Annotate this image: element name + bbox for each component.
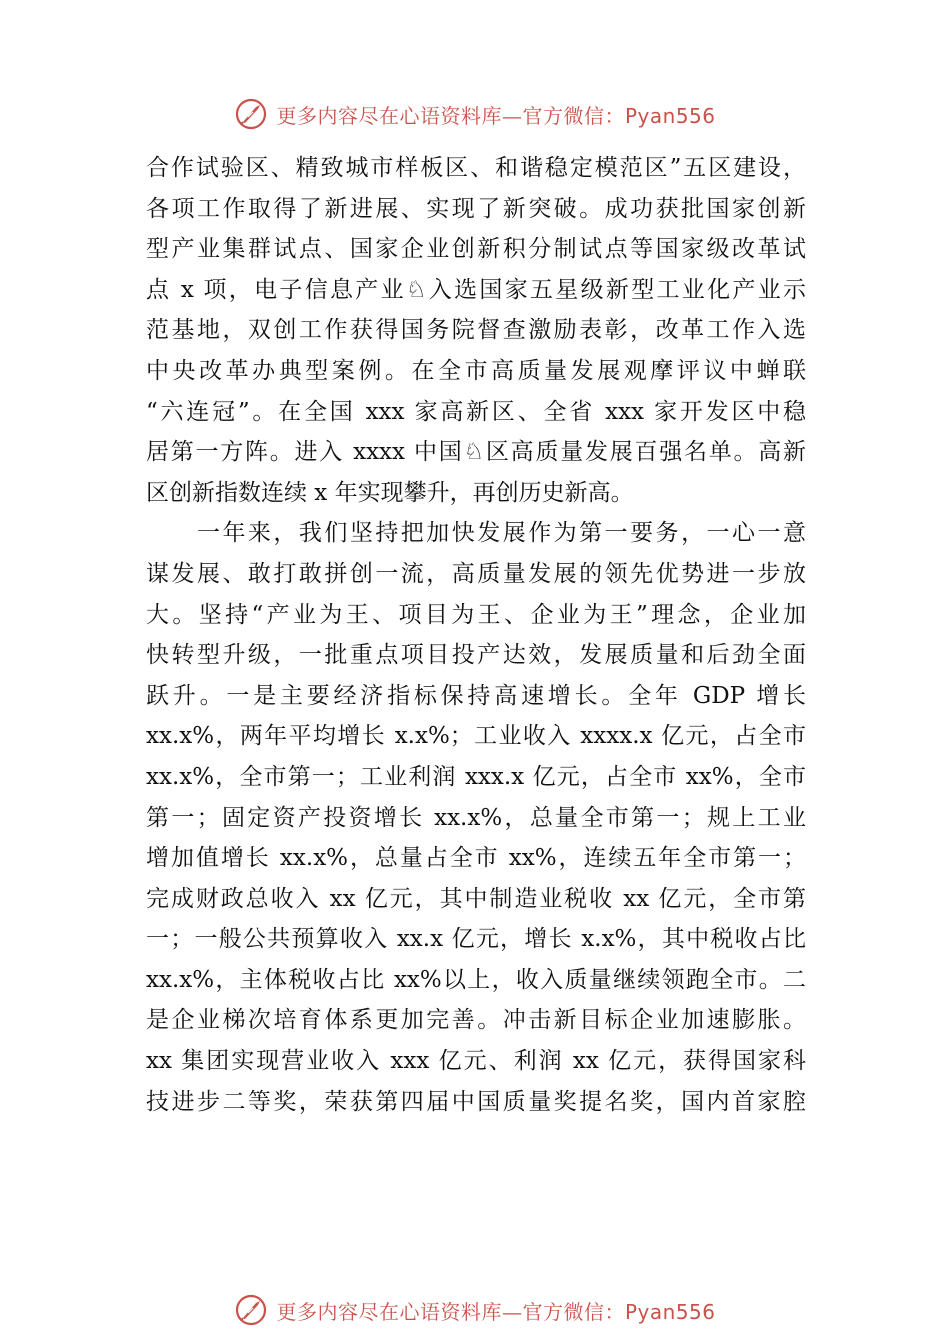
quill-logo-icon — [234, 1293, 268, 1327]
text-line: 增加值增长 xx.x%，总量占全市 xx%，连续五年全市第一； — [146, 845, 806, 872]
text-line: 跃升。一是主要经济指标保持高速增长。全年 GDP 增长 — [146, 682, 806, 709]
text-line: 技进步二等奖，荣获第四届中国质量奖提名奖，国内首家腔 — [146, 1088, 806, 1115]
text-line: 型产业集群试点、国家企业创新积分制试点等国家级改革试 — [146, 236, 806, 263]
watermark-header — [0, 94, 950, 134]
watermark-text: 更多内容尽在心语资料库—官方微信：Pyan556 — [276, 103, 716, 128]
text-line: 范基地，双创工作获得国务院督查激励表彰，改革工作入选 — [146, 317, 806, 344]
text-line: 第一；固定资产投资增长 xx.x%，总量全市第一；规上工业 — [146, 804, 806, 831]
text-line: 合作试验区、精致城市样板区、和谐稳定模范区”五区建设， — [146, 155, 806, 181]
watermark-wechat-id: Pyan556 — [624, 103, 716, 128]
text-line: “六连冠”。在全国 xxx 家高新区、全省 xxx 家开发区中稳 — [146, 398, 806, 425]
text-line: 一年来，我们坚持把加快发展作为第一要务，一心一意 — [146, 520, 806, 547]
text-line: 完成财政总收入 xx 亿元，其中制造业税收 xx 亿元，全市第 — [146, 885, 806, 912]
watermark-footer — [0, 1290, 950, 1330]
text-line: 居第一方阵。进入 xxxx 中国♘区高质量发展百强名单。高新 — [146, 439, 806, 466]
text-line: 点 x 项，电子信息产业♘入选国家五星级新型工业化产业示 — [146, 276, 806, 303]
paragraph-2 — [146, 513, 806, 1122]
text-line: 各项工作取得了新进展、实现了新突破。成功获批国家创新 — [146, 195, 806, 222]
text-line: 是企业梯次培育体系更加完善。冲击新目标企业加速膨胀。 — [146, 1007, 806, 1034]
paragraph-1 — [146, 148, 806, 513]
text-line: 大。坚持“产业为王、项目为王、企业为王”理念，企业加 — [146, 601, 806, 628]
quill-logo-icon — [234, 97, 268, 131]
text-line: 中央改革办典型案例。在全市高质量发展观摩评议中蝉联 — [146, 357, 806, 384]
text-line: xx 集团实现营业收入 xxx 亿元、利润 xx 亿元，获得国家科 — [146, 1048, 806, 1075]
text-line: 谋发展、敢打敢拼创一流，高质量发展的领先优势进一步放 — [146, 560, 806, 587]
watermark-text: 更多内容尽在心语资料库—官方微信：Pyan556 — [276, 1299, 716, 1324]
text-line: xx.x%，两年平均增长 x.x%；工业收入 xxxx.x 亿元，占全市 — [146, 723, 806, 750]
text-line: xx.x%，全市第一；工业利润 xxx.x 亿元，占全市 xx%，全市 — [146, 763, 806, 790]
text-line: 一；一般公共预算收入 xx.x 亿元，增长 x.x%，其中税收占比 — [146, 926, 806, 953]
watermark-wechat-id: Pyan556 — [624, 1299, 716, 1324]
text-line: 区创新指数连续 x 年实现攀升，再创历史新高。 — [146, 479, 634, 506]
text-line: xx.x%，主体税收占比 xx%以上，收入质量继续领跑全市。二 — [146, 966, 806, 993]
text-line: 快转型升级，一批重点项目投产达效，发展质量和后劲全面 — [146, 642, 806, 669]
document-body — [146, 148, 806, 1122]
